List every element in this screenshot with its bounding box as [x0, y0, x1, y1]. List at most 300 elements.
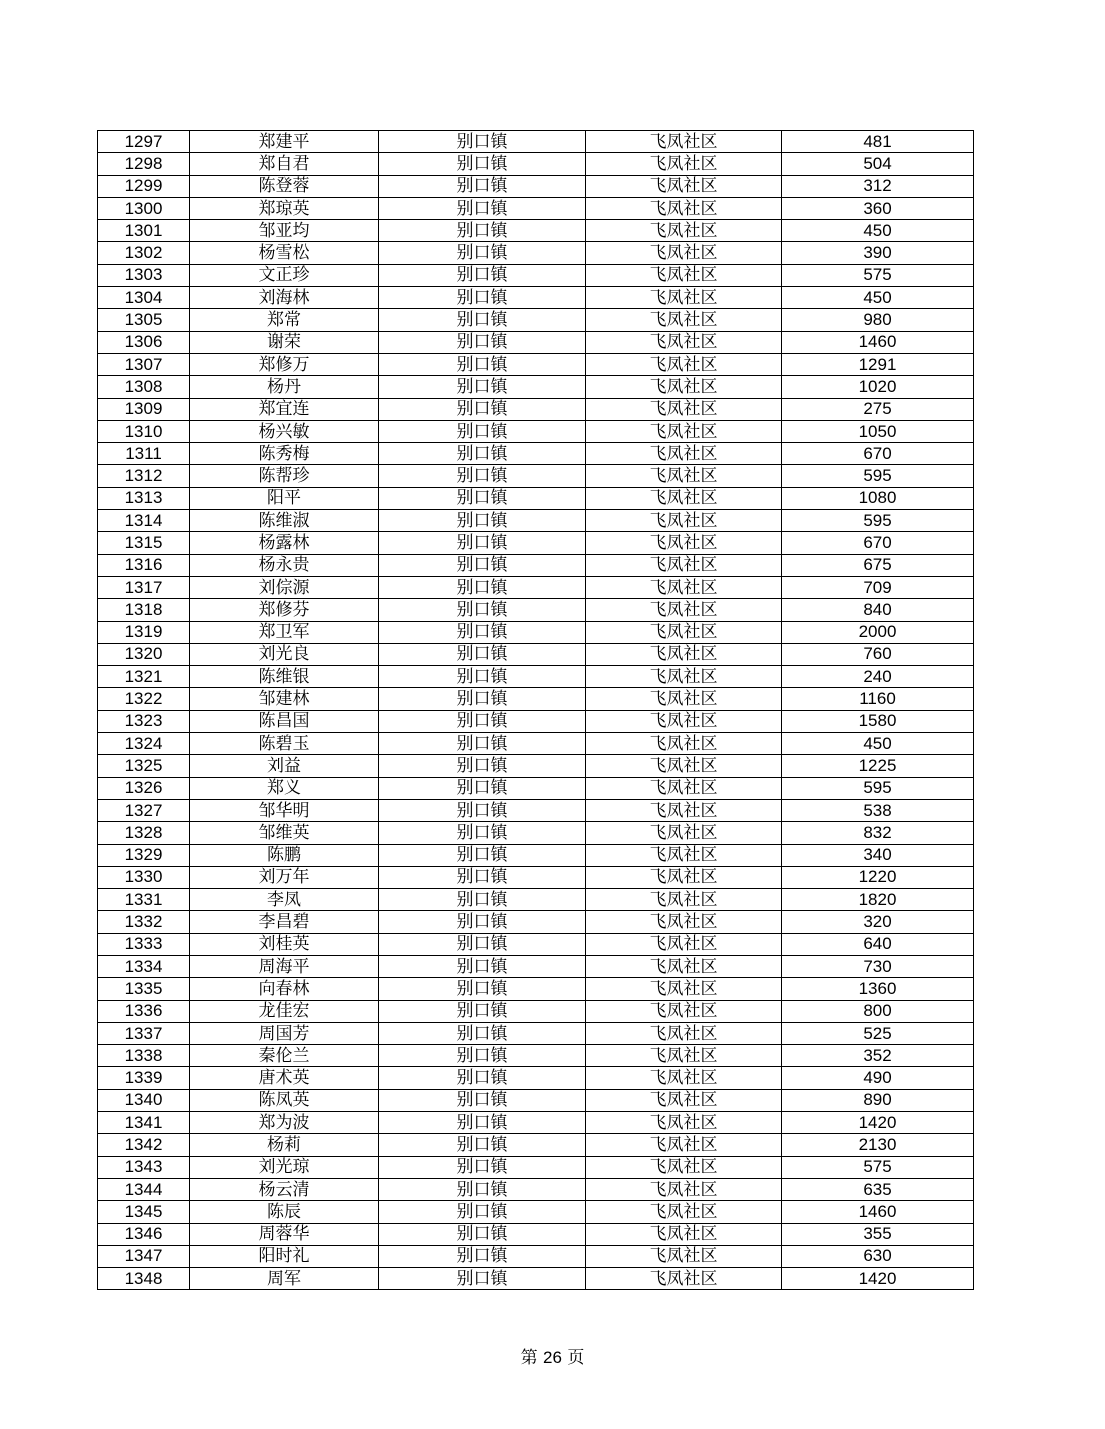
table-row	[98, 844, 974, 866]
table-row	[98, 933, 974, 955]
community-cell: 飞凤社区	[586, 889, 782, 911]
name-cell: 陈帮珍	[190, 465, 379, 487]
table-row	[98, 554, 974, 576]
community-cell: 飞凤社区	[586, 666, 782, 688]
name-cell: 邹华明	[190, 799, 379, 821]
table-row	[98, 398, 974, 420]
name-cell: 陈辰	[190, 1201, 379, 1223]
table-row	[98, 420, 974, 442]
town-cell: 别口镇	[379, 1067, 586, 1089]
page-footer	[0, 1343, 1105, 1368]
table-row	[98, 510, 974, 532]
name-cell: 邹维英	[190, 822, 379, 844]
town-cell: 别口镇	[379, 822, 586, 844]
row-number-cell: 1333	[98, 933, 190, 955]
community-cell: 飞凤社区	[586, 844, 782, 866]
community-cell: 飞凤社区	[586, 755, 782, 777]
amount-cell: 450	[782, 220, 974, 242]
name-cell: 刘万年	[190, 866, 379, 888]
community-cell: 飞凤社区	[586, 955, 782, 977]
row-number-cell: 1322	[98, 688, 190, 710]
row-number-cell: 1320	[98, 643, 190, 665]
town-cell: 别口镇	[379, 532, 586, 554]
name-cell: 刘倧源	[190, 576, 379, 598]
table-row	[98, 309, 974, 331]
town-cell: 别口镇	[379, 242, 586, 264]
name-cell: 杨云清	[190, 1178, 379, 1200]
table-body	[98, 131, 974, 1290]
table-row	[98, 264, 974, 286]
row-number-cell: 1297	[98, 131, 190, 153]
community-cell: 飞凤社区	[586, 978, 782, 1000]
row-number-cell: 1314	[98, 510, 190, 532]
footer-prefix: 第	[520, 1348, 538, 1368]
amount-cell: 760	[782, 643, 974, 665]
community-cell: 飞凤社区	[586, 799, 782, 821]
table-row	[98, 1223, 974, 1245]
row-number-cell: 1306	[98, 331, 190, 353]
community-cell: 飞凤社区	[586, 287, 782, 309]
town-cell: 别口镇	[379, 710, 586, 732]
row-number-cell: 1345	[98, 1201, 190, 1223]
town-cell: 别口镇	[379, 889, 586, 911]
row-number-cell: 1305	[98, 309, 190, 331]
table-row	[98, 955, 974, 977]
town-cell: 别口镇	[379, 799, 586, 821]
table-row	[98, 487, 974, 509]
town-cell: 别口镇	[379, 621, 586, 643]
row-number-cell: 1316	[98, 554, 190, 576]
footer-suffix: 页	[567, 1348, 585, 1368]
row-number-cell: 1348	[98, 1268, 190, 1290]
amount-cell: 832	[782, 822, 974, 844]
town-cell: 别口镇	[379, 755, 586, 777]
row-number-cell: 1344	[98, 1178, 190, 1200]
row-number-cell: 1336	[98, 1000, 190, 1022]
amount-cell: 595	[782, 510, 974, 532]
row-number-cell: 1338	[98, 1045, 190, 1067]
community-cell: 飞凤社区	[586, 1022, 782, 1044]
community-cell: 飞凤社区	[586, 1045, 782, 1067]
amount-cell: 355	[782, 1223, 974, 1245]
community-cell: 飞凤社区	[586, 175, 782, 197]
name-cell: 刘光琼	[190, 1156, 379, 1178]
community-cell: 飞凤社区	[586, 420, 782, 442]
town-cell: 别口镇	[379, 777, 586, 799]
town-cell: 别口镇	[379, 1245, 586, 1267]
table-row	[98, 131, 974, 153]
name-cell: 唐术英	[190, 1067, 379, 1089]
row-number-cell: 1324	[98, 733, 190, 755]
row-number-cell: 1312	[98, 465, 190, 487]
table-row	[98, 621, 974, 643]
amount-cell: 1460	[782, 1201, 974, 1223]
town-cell: 别口镇	[379, 1022, 586, 1044]
name-cell: 陈登蓉	[190, 175, 379, 197]
town-cell: 别口镇	[379, 220, 586, 242]
table-row	[98, 1134, 974, 1156]
amount-cell: 490	[782, 1067, 974, 1089]
name-cell: 周军	[190, 1268, 379, 1290]
amount-cell: 1360	[782, 978, 974, 1000]
amount-cell: 630	[782, 1245, 974, 1267]
table-row	[98, 688, 974, 710]
row-number-cell: 1299	[98, 175, 190, 197]
table-row	[98, 889, 974, 911]
community-cell: 飞凤社区	[586, 599, 782, 621]
community-cell: 飞凤社区	[586, 1178, 782, 1200]
row-number-cell: 1341	[98, 1112, 190, 1134]
amount-cell: 640	[782, 933, 974, 955]
table-row	[98, 287, 974, 309]
table-row	[98, 376, 974, 398]
town-cell: 别口镇	[379, 1201, 586, 1223]
town-cell: 别口镇	[379, 197, 586, 219]
town-cell: 别口镇	[379, 599, 586, 621]
community-cell: 飞凤社区	[586, 197, 782, 219]
community-cell: 飞凤社区	[586, 264, 782, 286]
amount-cell: 635	[782, 1178, 974, 1200]
amount-cell: 730	[782, 955, 974, 977]
town-cell: 别口镇	[379, 331, 586, 353]
name-cell: 陈秀梅	[190, 443, 379, 465]
name-cell: 龙佳宏	[190, 1000, 379, 1022]
row-number-cell: 1325	[98, 755, 190, 777]
community-cell: 飞凤社区	[586, 398, 782, 420]
town-cell: 别口镇	[379, 955, 586, 977]
amount-cell: 1225	[782, 755, 974, 777]
name-cell: 郑修万	[190, 353, 379, 375]
name-cell: 郑宜连	[190, 398, 379, 420]
town-cell: 别口镇	[379, 175, 586, 197]
amount-cell: 525	[782, 1022, 974, 1044]
community-cell: 飞凤社区	[586, 621, 782, 643]
community-cell: 飞凤社区	[586, 131, 782, 153]
town-cell: 别口镇	[379, 1268, 586, 1290]
town-cell: 别口镇	[379, 1178, 586, 1200]
name-cell: 邹亚均	[190, 220, 379, 242]
name-cell: 阳平	[190, 487, 379, 509]
table-row	[98, 1022, 974, 1044]
table-row	[98, 599, 974, 621]
town-cell: 别口镇	[379, 264, 586, 286]
name-cell: 文正珍	[190, 264, 379, 286]
table-row	[98, 1000, 974, 1022]
amount-cell: 1050	[782, 420, 974, 442]
town-cell: 别口镇	[379, 353, 586, 375]
row-number-cell: 1315	[98, 532, 190, 554]
name-cell: 刘桂英	[190, 933, 379, 955]
amount-cell: 575	[782, 264, 974, 286]
name-cell: 陈维淑	[190, 510, 379, 532]
amount-cell: 450	[782, 733, 974, 755]
town-cell: 别口镇	[379, 1223, 586, 1245]
name-cell: 杨莉	[190, 1134, 379, 1156]
amount-cell: 1020	[782, 376, 974, 398]
community-cell: 飞凤社区	[586, 331, 782, 353]
amount-cell: 575	[782, 1156, 974, 1178]
row-number-cell: 1331	[98, 889, 190, 911]
community-cell: 飞凤社区	[586, 465, 782, 487]
row-number-cell: 1340	[98, 1089, 190, 1111]
row-number-cell: 1298	[98, 153, 190, 175]
row-number-cell: 1346	[98, 1223, 190, 1245]
name-cell: 陈鹏	[190, 844, 379, 866]
town-cell: 别口镇	[379, 443, 586, 465]
table-row	[98, 465, 974, 487]
amount-cell: 675	[782, 554, 974, 576]
row-number-cell: 1339	[98, 1067, 190, 1089]
amount-cell: 275	[782, 398, 974, 420]
town-cell: 别口镇	[379, 733, 586, 755]
amount-cell: 360	[782, 197, 974, 219]
town-cell: 别口镇	[379, 1045, 586, 1067]
name-cell: 郑为波	[190, 1112, 379, 1134]
row-number-cell: 1308	[98, 376, 190, 398]
town-cell: 别口镇	[379, 1134, 586, 1156]
community-cell: 飞凤社区	[586, 487, 782, 509]
row-number-cell: 1328	[98, 822, 190, 844]
amount-cell: 240	[782, 666, 974, 688]
community-cell: 飞凤社区	[586, 242, 782, 264]
community-cell: 飞凤社区	[586, 866, 782, 888]
amount-cell: 890	[782, 1089, 974, 1111]
row-number-cell: 1317	[98, 576, 190, 598]
table-row	[98, 175, 974, 197]
row-number-cell: 1332	[98, 911, 190, 933]
row-number-cell: 1335	[98, 978, 190, 1000]
data-table	[97, 130, 974, 1290]
table-row	[98, 1156, 974, 1178]
table-row	[98, 1112, 974, 1134]
amount-cell: 320	[782, 911, 974, 933]
name-cell: 郑义	[190, 777, 379, 799]
table-row	[98, 777, 974, 799]
row-number-cell: 1329	[98, 844, 190, 866]
amount-cell: 504	[782, 153, 974, 175]
town-cell: 别口镇	[379, 576, 586, 598]
community-cell: 飞凤社区	[586, 376, 782, 398]
row-number-cell: 1323	[98, 710, 190, 732]
table-row	[98, 1201, 974, 1223]
table-row	[98, 1178, 974, 1200]
table-row	[98, 197, 974, 219]
table-row	[98, 353, 974, 375]
table-row	[98, 1245, 974, 1267]
town-cell: 别口镇	[379, 1000, 586, 1022]
town-cell: 别口镇	[379, 688, 586, 710]
community-cell: 飞凤社区	[586, 1134, 782, 1156]
town-cell: 别口镇	[379, 1112, 586, 1134]
row-number-cell: 1303	[98, 264, 190, 286]
community-cell: 飞凤社区	[586, 220, 782, 242]
amount-cell: 1460	[782, 331, 974, 353]
town-cell: 别口镇	[379, 1156, 586, 1178]
amount-cell: 2000	[782, 621, 974, 643]
town-cell: 别口镇	[379, 398, 586, 420]
name-cell: 杨永贵	[190, 554, 379, 576]
town-cell: 别口镇	[379, 465, 586, 487]
name-cell: 杨雪松	[190, 242, 379, 264]
community-cell: 飞凤社区	[586, 822, 782, 844]
name-cell: 刘益	[190, 755, 379, 777]
amount-cell: 1580	[782, 710, 974, 732]
town-cell: 别口镇	[379, 933, 586, 955]
town-cell: 别口镇	[379, 510, 586, 532]
name-cell: 郑琼英	[190, 197, 379, 219]
community-cell: 飞凤社区	[586, 1223, 782, 1245]
name-cell: 谢荣	[190, 331, 379, 353]
community-cell: 飞凤社区	[586, 353, 782, 375]
community-cell: 飞凤社区	[586, 1156, 782, 1178]
name-cell: 邹建林	[190, 688, 379, 710]
name-cell: 郑常	[190, 309, 379, 331]
table-row	[98, 1045, 974, 1067]
town-cell: 别口镇	[379, 866, 586, 888]
table-row	[98, 242, 974, 264]
town-cell: 别口镇	[379, 420, 586, 442]
community-cell: 飞凤社区	[586, 309, 782, 331]
row-number-cell: 1318	[98, 599, 190, 621]
name-cell: 郑卫军	[190, 621, 379, 643]
town-cell: 别口镇	[379, 643, 586, 665]
amount-cell: 1420	[782, 1112, 974, 1134]
row-number-cell: 1347	[98, 1245, 190, 1267]
row-number-cell: 1342	[98, 1134, 190, 1156]
amount-cell: 1080	[782, 487, 974, 509]
name-cell: 杨露林	[190, 532, 379, 554]
amount-cell: 2130	[782, 1134, 974, 1156]
row-number-cell: 1326	[98, 777, 190, 799]
community-cell: 飞凤社区	[586, 1268, 782, 1290]
name-cell: 郑自君	[190, 153, 379, 175]
table-row	[98, 866, 974, 888]
amount-cell: 1420	[782, 1268, 974, 1290]
row-number-cell: 1309	[98, 398, 190, 420]
name-cell: 陈维银	[190, 666, 379, 688]
table-row	[98, 911, 974, 933]
amount-cell: 390	[782, 242, 974, 264]
amount-cell: 1220	[782, 866, 974, 888]
name-cell: 杨丹	[190, 376, 379, 398]
row-number-cell: 1330	[98, 866, 190, 888]
town-cell: 别口镇	[379, 287, 586, 309]
table-row	[98, 1067, 974, 1089]
community-cell: 飞凤社区	[586, 911, 782, 933]
town-cell: 别口镇	[379, 309, 586, 331]
table-row	[98, 443, 974, 465]
community-cell: 飞凤社区	[586, 554, 782, 576]
name-cell: 阳时礼	[190, 1245, 379, 1267]
name-cell: 陈碧玉	[190, 733, 379, 755]
table-row	[98, 1089, 974, 1111]
town-cell: 别口镇	[379, 376, 586, 398]
town-cell: 别口镇	[379, 911, 586, 933]
amount-cell: 670	[782, 443, 974, 465]
table-row	[98, 822, 974, 844]
row-number-cell: 1319	[98, 621, 190, 643]
community-cell: 飞凤社区	[586, 1067, 782, 1089]
community-cell: 飞凤社区	[586, 443, 782, 465]
table-row	[98, 1268, 974, 1290]
name-cell: 刘光良	[190, 643, 379, 665]
name-cell: 周国芳	[190, 1022, 379, 1044]
row-number-cell: 1304	[98, 287, 190, 309]
community-cell: 飞凤社区	[586, 153, 782, 175]
row-number-cell: 1307	[98, 353, 190, 375]
amount-cell: 980	[782, 309, 974, 331]
community-cell: 飞凤社区	[586, 933, 782, 955]
name-cell: 刘海林	[190, 287, 379, 309]
name-cell: 周蓉华	[190, 1223, 379, 1245]
town-cell: 别口镇	[379, 487, 586, 509]
name-cell: 陈昌国	[190, 710, 379, 732]
row-number-cell: 1313	[98, 487, 190, 509]
table-row	[98, 220, 974, 242]
amount-cell: 312	[782, 175, 974, 197]
name-cell: 周海平	[190, 955, 379, 977]
page-number: 26	[543, 1348, 562, 1367]
community-cell: 飞凤社区	[586, 688, 782, 710]
row-number-cell: 1334	[98, 955, 190, 977]
community-cell: 飞凤社区	[586, 532, 782, 554]
table-row	[98, 576, 974, 598]
amount-cell: 481	[782, 131, 974, 153]
amount-cell: 1291	[782, 353, 974, 375]
table-row	[98, 532, 974, 554]
town-cell: 别口镇	[379, 153, 586, 175]
table-row	[98, 978, 974, 1000]
table-row	[98, 799, 974, 821]
row-number-cell: 1337	[98, 1022, 190, 1044]
community-cell: 飞凤社区	[586, 1089, 782, 1111]
table-row	[98, 755, 974, 777]
amount-cell: 670	[782, 532, 974, 554]
name-cell: 李昌碧	[190, 911, 379, 933]
amount-cell: 450	[782, 287, 974, 309]
amount-cell: 538	[782, 799, 974, 821]
amount-cell: 840	[782, 599, 974, 621]
row-number-cell: 1300	[98, 197, 190, 219]
name-cell: 秦伦兰	[190, 1045, 379, 1067]
row-number-cell: 1321	[98, 666, 190, 688]
name-cell: 郑建平	[190, 131, 379, 153]
community-cell: 飞凤社区	[586, 510, 782, 532]
name-cell: 杨兴敏	[190, 420, 379, 442]
table-row	[98, 643, 974, 665]
community-cell: 飞凤社区	[586, 643, 782, 665]
table-row	[98, 153, 974, 175]
amount-cell: 595	[782, 465, 974, 487]
community-cell: 飞凤社区	[586, 733, 782, 755]
table-row	[98, 331, 974, 353]
row-number-cell: 1343	[98, 1156, 190, 1178]
town-cell: 别口镇	[379, 554, 586, 576]
table-row	[98, 666, 974, 688]
town-cell: 别口镇	[379, 844, 586, 866]
amount-cell: 1160	[782, 688, 974, 710]
community-cell: 飞凤社区	[586, 710, 782, 732]
community-cell: 飞凤社区	[586, 1245, 782, 1267]
town-cell: 别口镇	[379, 1089, 586, 1111]
town-cell: 别口镇	[379, 978, 586, 1000]
amount-cell: 352	[782, 1045, 974, 1067]
table-row	[98, 733, 974, 755]
row-number-cell: 1311	[98, 443, 190, 465]
community-cell: 飞凤社区	[586, 1000, 782, 1022]
name-cell: 向春林	[190, 978, 379, 1000]
row-number-cell: 1310	[98, 420, 190, 442]
